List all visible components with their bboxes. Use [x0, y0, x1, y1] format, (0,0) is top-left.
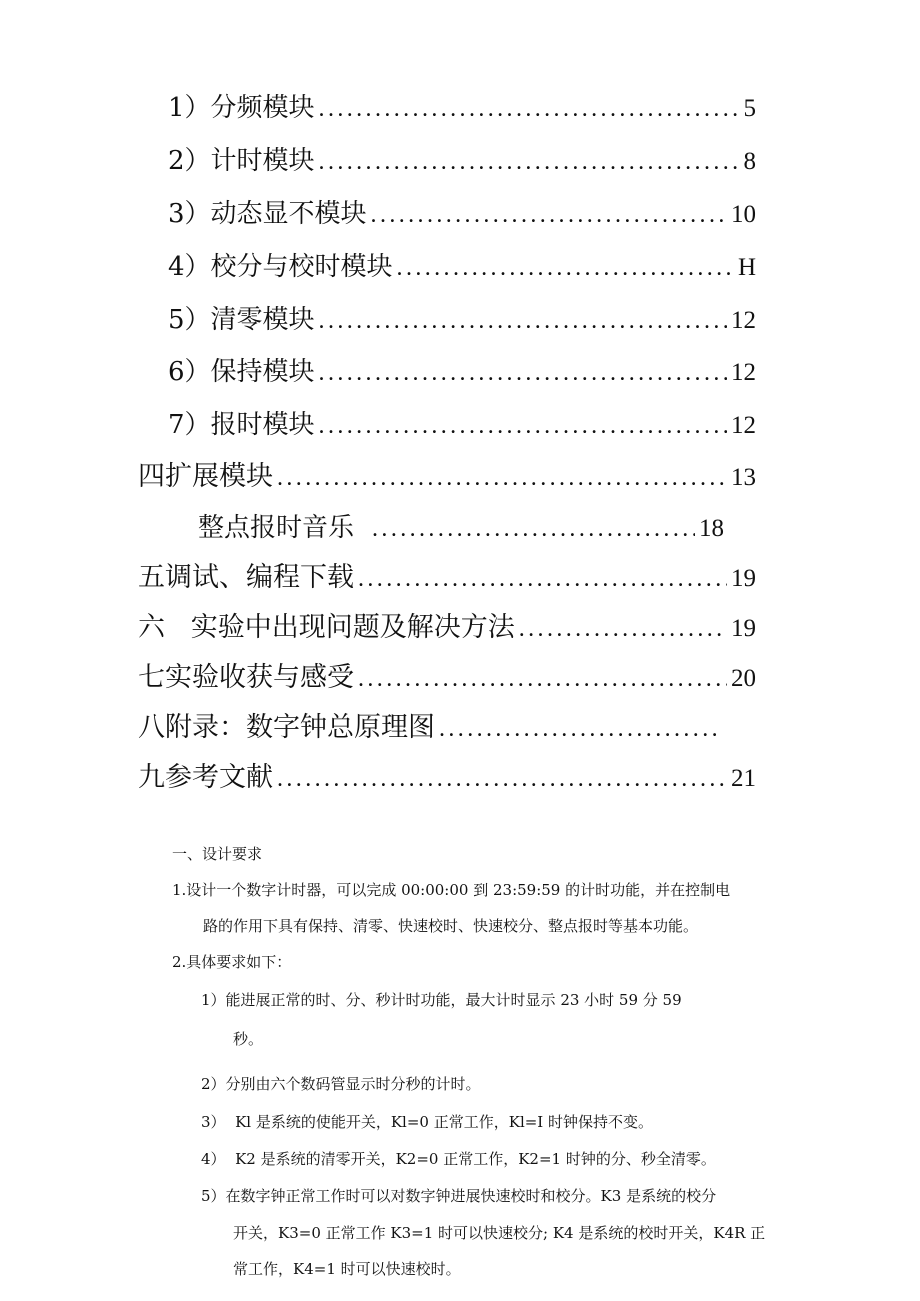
toc-entry-2 — [168, 145, 756, 181]
toc-leader-dots — [319, 146, 740, 178]
toc-label: 3）动态显不模块 — [168, 199, 367, 229]
toc-leader-dots — [277, 763, 727, 795]
sub-requirement-1-line-1: 1）能进展正常的时、分、秒计时功能，最大计时显示 23 小时 59 分 59 — [201, 991, 682, 1009]
toc-entry-5 — [168, 304, 756, 340]
toc-entry-6 — [168, 356, 756, 392]
toc-leader-dots — [319, 357, 727, 389]
sub-requirement-5-line-2: 开关，K3=0 正常工作 K3=1 时可以快速校分; K4 是系统的校时开关，K4R 正 — [233, 1224, 766, 1242]
toc-leader-dots — [319, 305, 727, 337]
sub-requirement-2: 2）分别由六个数码管显示时分秒的计时。 — [201, 1075, 481, 1093]
requirement-2: 2.具体要求如下： — [172, 953, 292, 971]
toc-label: 八附录：数字钟总原理图 — [138, 712, 435, 743]
toc-label: 4）校分与校时模块 — [168, 252, 393, 282]
toc-page-number: 10 — [731, 201, 756, 228]
toc-label: 2）计时模块 — [168, 146, 315, 176]
toc-leader-dots — [358, 663, 727, 695]
toc-page-number: 12 — [731, 412, 756, 439]
toc-leader-dots — [277, 462, 727, 494]
toc-entry-11 — [138, 612, 756, 648]
toc-page-number: 19 — [731, 565, 756, 592]
toc-label: 7）报时模块 — [168, 410, 315, 440]
toc-page-number: 20 — [731, 665, 756, 692]
sub-requirement-5-line-1: 5）在数字钟正常工作时可以对数字钟进展快速校时和校分。K3 是系统的校分 — [201, 1187, 717, 1205]
toc-leader-dots — [439, 713, 722, 745]
toc-leader-dots — [372, 513, 695, 545]
toc-label: 整点报时音乐 — [198, 513, 355, 543]
toc-label: 九参考文献 — [138, 762, 273, 793]
sub-requirement-4: 4） K2 是系统的清零开关，K2=0 正常工作，K2=1 时钟的分、秒全清零。 — [201, 1150, 716, 1168]
toc-entry-9 — [198, 512, 724, 548]
toc-entry-3 — [168, 198, 756, 234]
toc-entry-12 — [138, 662, 756, 698]
toc-entry-14 — [138, 762, 756, 798]
toc-entry-10 — [138, 562, 756, 598]
toc-leader-dots — [371, 199, 727, 231]
sub-requirement-3: 3） Kl 是系统的使能开关，Kl=0 正常工作，Kl=I 时钟保持不变。 — [201, 1113, 654, 1131]
section-heading: 一、设计要求 — [172, 845, 263, 863]
toc-label: 五调试、编程下载 — [138, 562, 354, 593]
toc-leader-dots — [319, 410, 727, 442]
toc-entry-4 — [168, 251, 756, 287]
toc-leader-dots — [519, 613, 727, 645]
toc-label: 四扩展模块 — [138, 461, 273, 492]
toc-leader-dots — [397, 252, 734, 284]
toc-entry-13 — [138, 712, 726, 748]
sub-requirement-1-line-2: 秒。 — [233, 1030, 264, 1048]
toc-leader-dots — [319, 93, 740, 125]
toc-page-number: 21 — [731, 765, 756, 792]
toc-label: 5）清零模块 — [168, 305, 315, 335]
sub-requirement-5-line-3: 常工作，K4=1 时可以快速校时。 — [233, 1260, 461, 1278]
toc-page-number: 19 — [731, 615, 756, 642]
toc-page-number: H — [737, 254, 756, 281]
requirement-1-line-2: 路的作用下具有保持、清零、快速校时、快速校分、整点报时等基本功能。 — [203, 917, 699, 935]
requirement-1-line-1: 1.设计一个数字计时器，可以完成 00:00:00 到 23:59:59 的计时功能，并在控制电 — [172, 881, 731, 899]
toc-page-number: 8 — [743, 148, 756, 175]
toc-page-number: 18 — [699, 515, 724, 542]
toc-page-number: 13 — [731, 464, 756, 491]
toc-entry-8 — [138, 461, 756, 497]
toc-entry-7 — [168, 409, 756, 445]
toc-page-number: 5 — [743, 95, 756, 122]
toc-label: 七实验收获与感受 — [138, 662, 354, 693]
toc-label: 6）保持模块 — [168, 357, 315, 387]
toc-label: 1）分频模块 — [168, 93, 315, 123]
toc-entry-1 — [168, 92, 756, 128]
toc-page-number: 12 — [731, 359, 756, 386]
toc-label: 六 实验中出现问题及解决方法 — [138, 612, 515, 643]
toc-page-number: 12 — [731, 307, 756, 334]
toc-leader-dots — [358, 563, 727, 595]
